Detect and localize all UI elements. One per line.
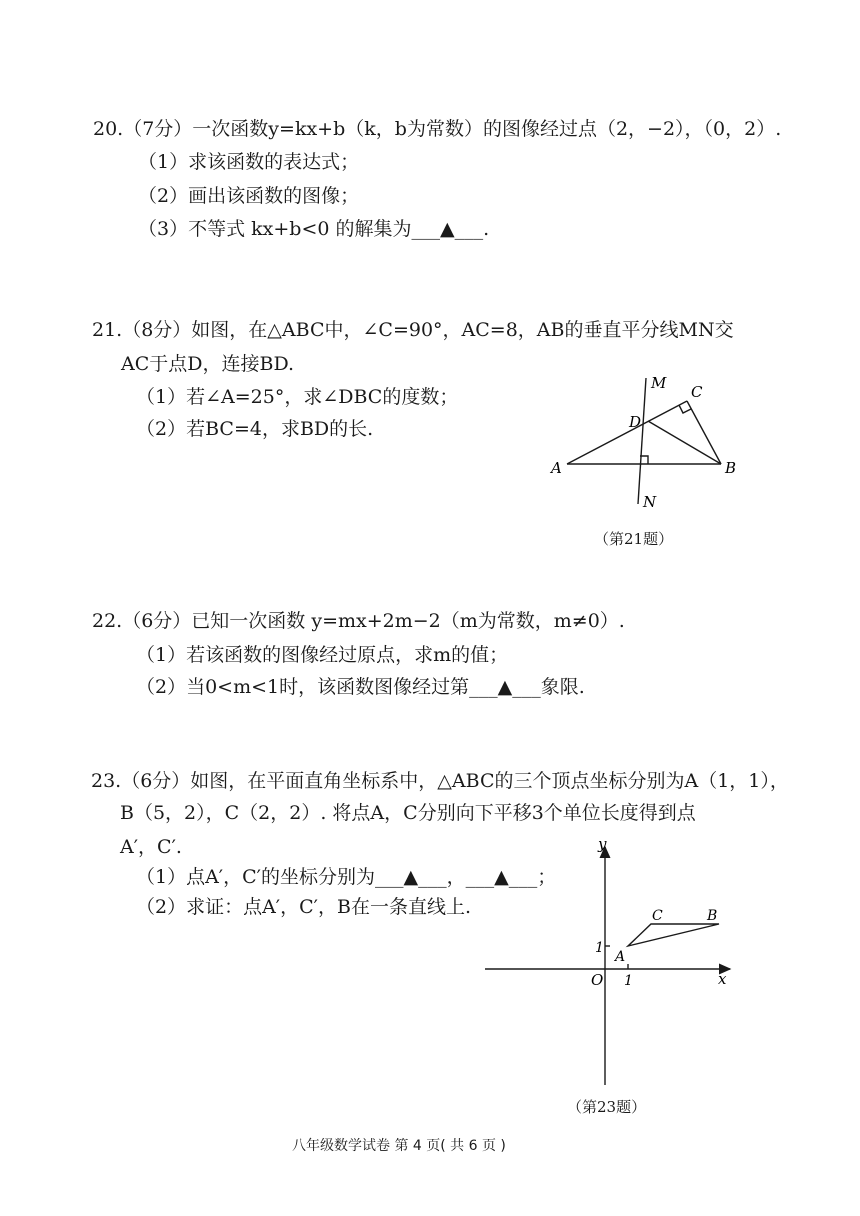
- q20-part3: （3）不等式 kx+b<0 的解集为___▲___.: [138, 218, 490, 240]
- label-d: D: [629, 413, 642, 431]
- point-label-c: C: [652, 908, 663, 924]
- y-tick-label-1: 1: [595, 940, 604, 956]
- q21-caption: （第21题）: [594, 530, 674, 548]
- q20-part2: （2）画出该函数的图像；: [138, 185, 360, 207]
- point-label-a: A: [615, 949, 626, 965]
- q21-stem: 21.（8分）如图，在△ABC中，∠C=90°，AC=8，AB的垂直平分线MN交: [92, 319, 734, 341]
- label-c: C: [691, 383, 703, 401]
- q22-part1: （1）若该函数的图像经过原点，求m的值；: [136, 644, 509, 666]
- axis-label-y: y: [598, 835, 607, 853]
- q21-stem-cont: AC于点D，连接BD.: [121, 353, 295, 375]
- line-mn: [638, 378, 646, 504]
- q23-part2: （2）求证：点A′，C′，B在一条直线上.: [136, 896, 471, 918]
- q23-coordinate-figure: [485, 835, 750, 1095]
- page-footer: 八年级数学试卷 第 4 页( 共 6 页 ): [292, 1138, 506, 1154]
- q21-figure: [545, 370, 765, 520]
- point-label-b: B: [707, 908, 718, 924]
- q23-caption: （第23题）: [567, 1098, 647, 1116]
- q22-part2: （2）当0<m<1时，该函数图像经过第___▲___象限.: [136, 676, 585, 698]
- q20-part1: （1）求该函数的表达式；: [138, 151, 360, 173]
- origin-label: O: [591, 971, 604, 989]
- q20-stem: 20.（7分）一次函数y=kx+b（k，b为常数）的图像经过点（2，−2），（0，2）.: [93, 118, 782, 140]
- label-b: B: [725, 459, 737, 477]
- q21-part2: （2）若BC=4，求BD的长.: [136, 418, 374, 440]
- label-m: M: [651, 374, 667, 392]
- q23-part1: （1）点A′，C′的坐标分别为___▲___，___▲___；: [136, 866, 557, 888]
- segment-ac: [567, 401, 687, 464]
- q23-stem-cont2: A′，C′.: [120, 836, 182, 858]
- q22-stem: 22.（6分）已知一次函数 y=mx+2m−2（m为常数，m≠0）.: [92, 610, 625, 632]
- q23-stem-cont: B（5，2），C（2，2）. 将点A，C分别向下平移3个单位长度得到点: [120, 802, 696, 824]
- axis-label-x: x: [718, 970, 727, 988]
- label-a: A: [551, 459, 562, 477]
- q21-part1: （1）若∠A=25°，求∠DBC的度数；: [136, 386, 459, 408]
- label-n: N: [643, 493, 657, 511]
- q23-stem: 23.（6分）如图，在平面直角坐标系中，△ABC的三个顶点坐标分别为A（1，1），: [91, 770, 789, 792]
- x-tick-label-1: 1: [624, 973, 633, 989]
- triangle-abc: [628, 924, 719, 946]
